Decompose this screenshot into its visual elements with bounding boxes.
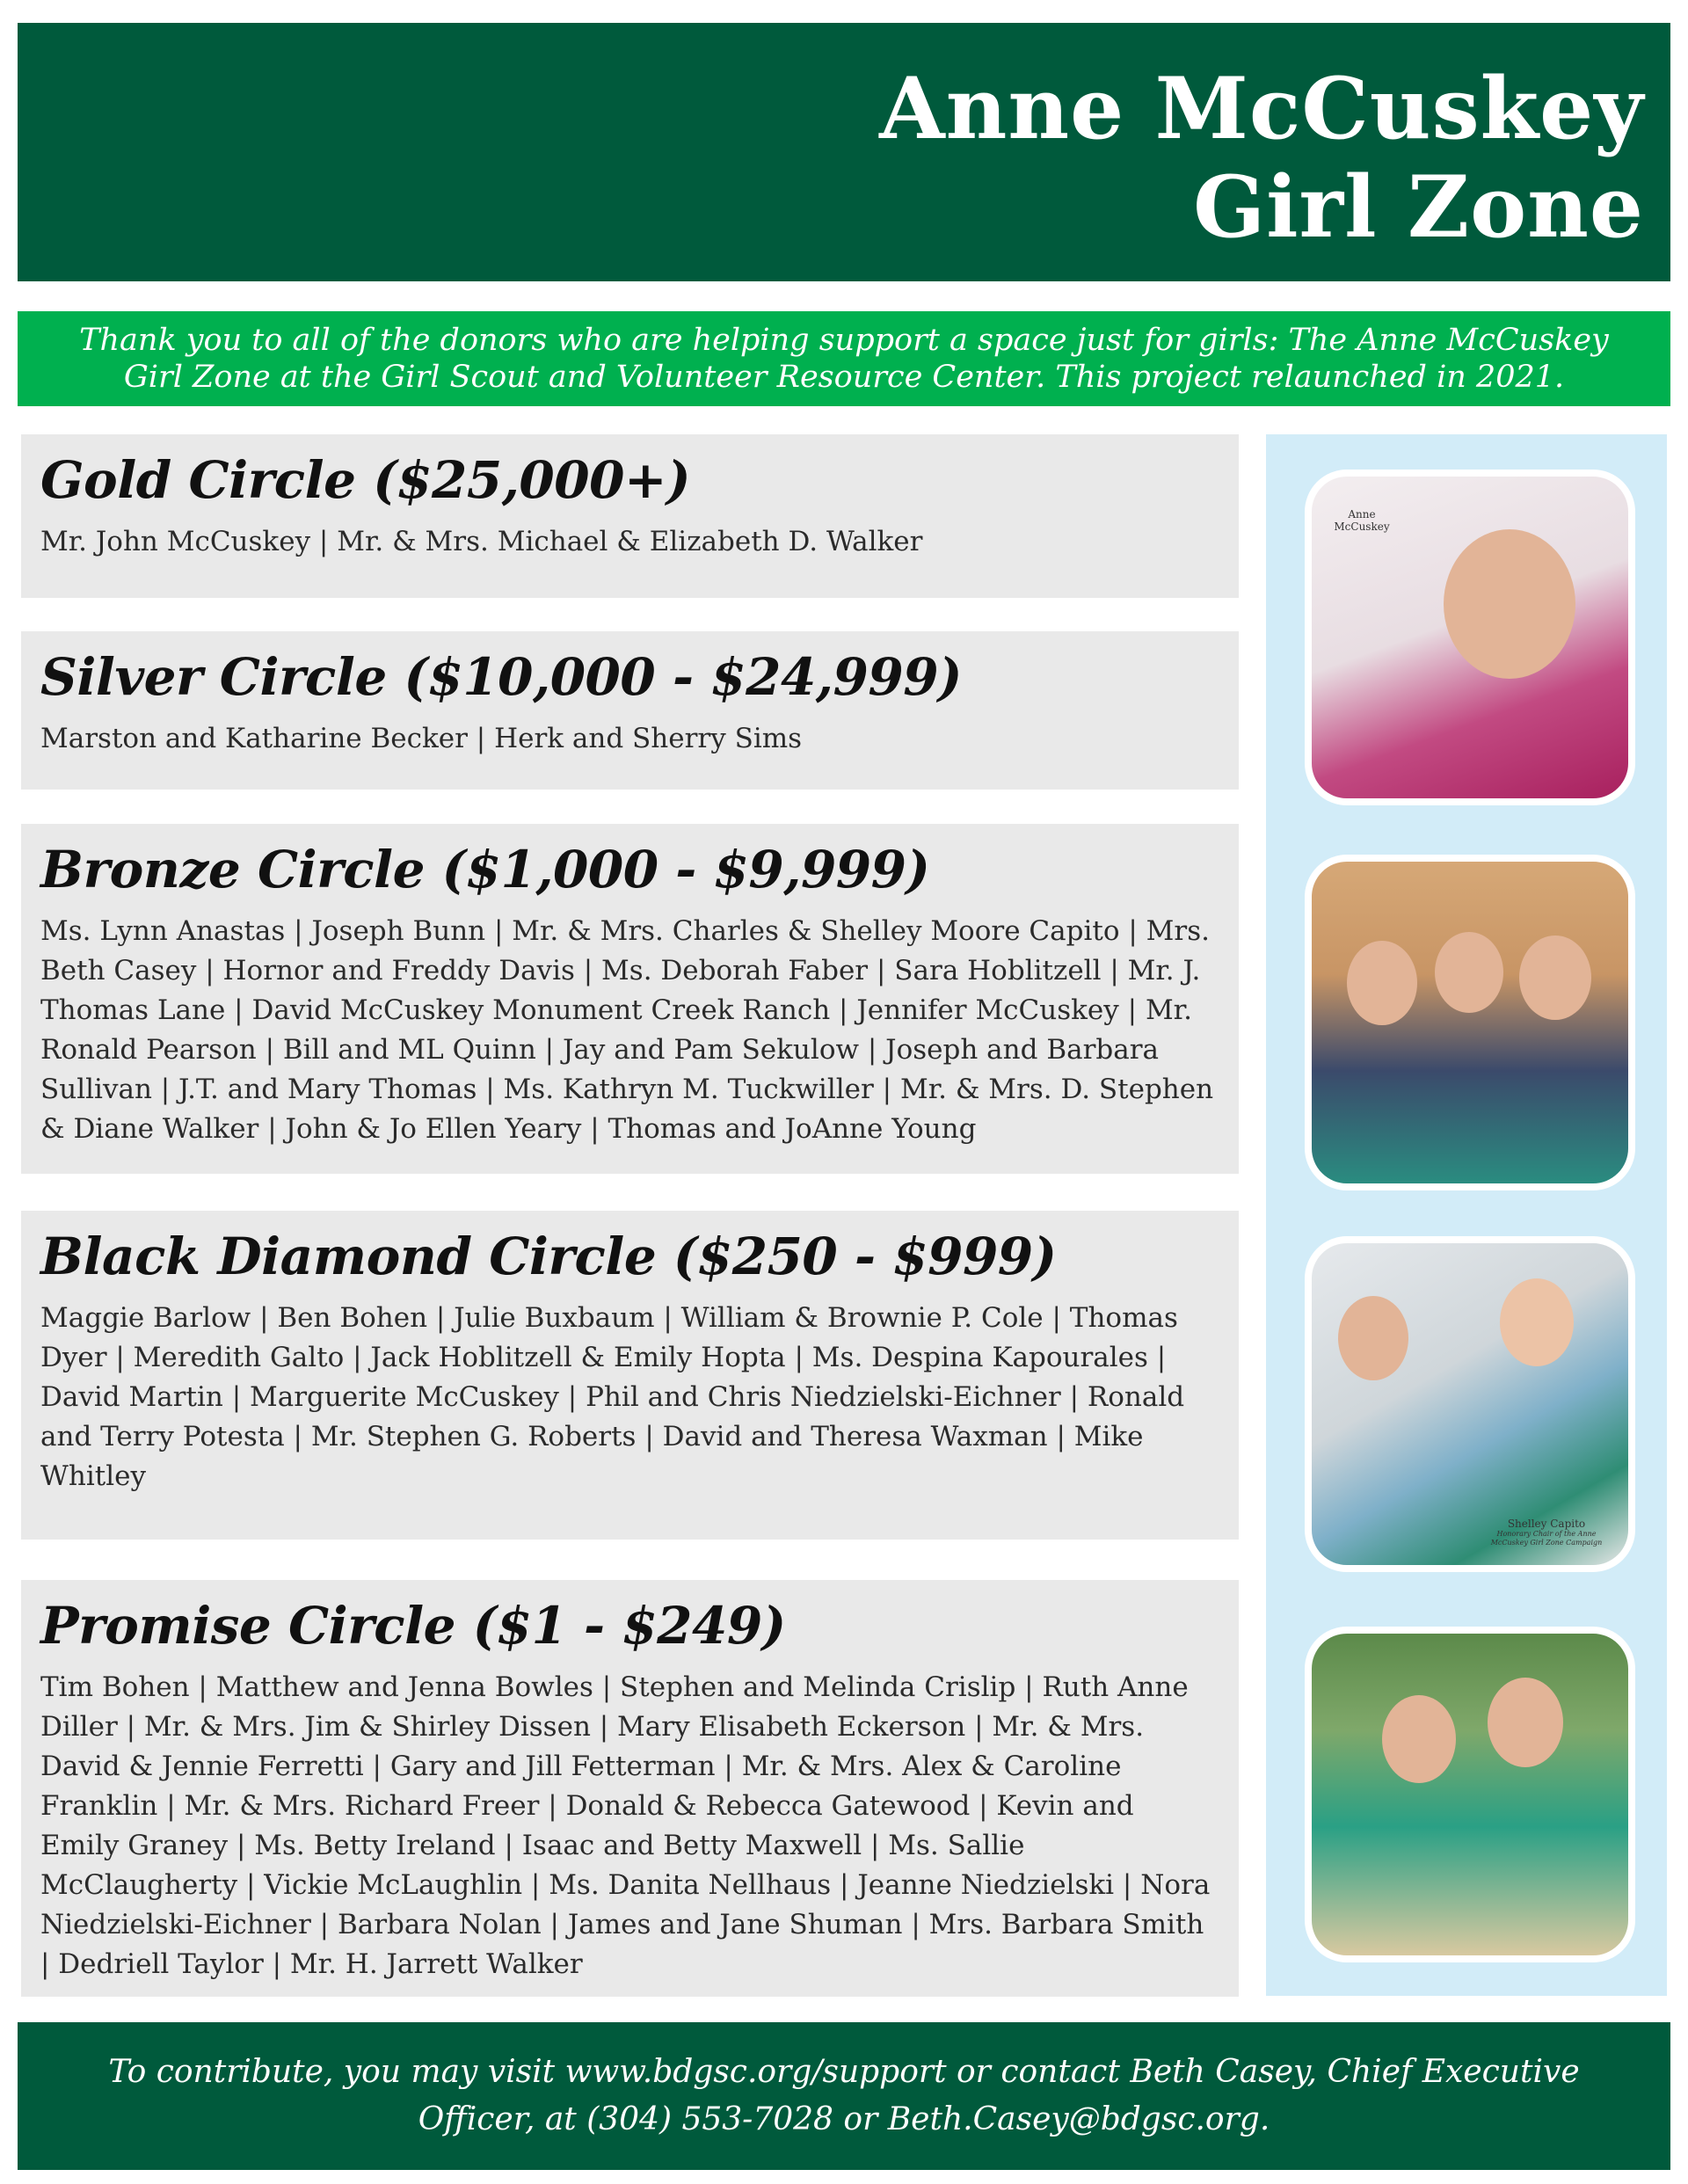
scout-face-right [1488,1678,1563,1767]
gold-circle-section [21,434,1239,598]
two-scouts-photo [1305,1627,1635,1962]
gold-circle-title: Gold Circle ($25,000+) [40,450,691,510]
gold-circle-donors: Mr. John McCuskey | Mr. & Mrs. Michael & Elizabeth D. Walker [40,526,923,557]
silver-circle-donors: Marston and Katharine Becker | Herk and Sherry Sims [40,723,803,754]
footer-banner [18,2022,1670,2170]
photo3-caption [1489,1518,1604,1547]
page-title [879,60,1644,257]
silver-circle-section [21,631,1239,790]
black-diamond-circle-title: Black Diamond Circle ($250 - $999) [40,1227,1057,1286]
promise-circle-donors: Tim Bohen | Matthew and Jenna Bowles | Stephen and Melinda Crislip | Ruth Anne Diller | Mr. & Mrs. Jim & Shirley Dissen | Mary Elisabeth Eckerson | Mr. & Mrs. David & Jennie Ferretti | Gary and Jill Fetterman | Mr. & Mrs. Alex & Caroline Franklin | Mr. & Mrs. Richard Freer | Donald & Rebecca Gatewood | Kevin and Emily Graney | Ms. Betty Ireland | Isaac and Betty Maxwell | Ms. Sallie McClaugherty | Vickie McLaughlin | Ms. Danita Nellhaus | Jeanne Niedzielski | Nora Niedzielski-Eichner | Barbara Nolan | James and Jane Shuman | Mrs. Barbara Smith | Dedriell Taylor | Mr. H. Jarrett Walker [40,1671,1211,1980]
photo-column [1266,434,1667,1996]
promise-circle-title: Promise Circle ($1 - $249) [40,1596,786,1656]
scout-face [1338,1296,1408,1380]
bronze-circle-donors: Ms. Lynn Anastas | Joseph Bunn | Mr. & Mrs. Charles & Shelley Moore Capito | Mrs. Beth Casey | Hornor and Freddy Davis | Ms. Deborah Faber | Sara Hoblitzell | Mr. J. Thomas Lane | David McCuskey Monument Creek Ranch | Jennifer McCuskey | Mr. Ronald Pearson | Bill and ML Quinn | Jay and Pam Sekulow | Joseph and Barbara Sullivan | J.T. and Mary Thomas | Ms. Kathryn M. Tuckwiller | Mr. & Mrs. D. Stephen & Diane Walker | John & Jo Ellen Yeary | Thomas and JoAnne Young [40,915,1214,1145]
bronze-circle-title: Bronze Circle ($1,000 - $9,999) [40,840,930,899]
shelley-capito-photo [1305,1236,1635,1572]
capito-face [1500,1278,1574,1366]
header-banner [18,23,1670,281]
scout-face-left [1382,1695,1456,1783]
black-diamond-circle-donors: Maggie Barlow | Ben Bohen | Julie Buxbaum | William & Brownie P. Cole | Thomas Dyer | Meredith Galto | Jack Hoblitzell & Emily Hopta | Ms. Despina Kapourales | David Martin | Marguerite McCuskey | Phil and Chris Niedzielski-Eichner | Ronald and Terry Potesta | Mr. Stephen G. Roberts | David and Theresa Waxman | Mike Whitley [40,1302,1185,1492]
photo3-caption-name: Shelley Capito [1507,1518,1586,1530]
photo3-caption-role: Honorary Chair of the Anne McCuskey Girl Zone Campaign [1490,1530,1603,1547]
intro-text: Thank you to all of the donors who are helping support a space just for girls: The Anne McCuskey Girl Zone at the Girl Scout and Volunteer Resource Center. This project relaunched in 2021. [79,323,1609,395]
anne-mccuskey-photo [1305,470,1635,805]
black-diamond-circle-section [21,1211,1239,1540]
photo1-caption: Anne McCuskey [1334,508,1390,533]
bronze-circle-section [21,824,1239,1174]
title-line-2: Girl Zone [1193,157,1644,257]
intro-banner [18,311,1670,406]
girl-face-right [1519,935,1591,1020]
girl-face-center [1435,932,1503,1013]
three-girls-photo [1305,855,1635,1190]
footer-text: To contribute, you may visit www.bdgsc.org/support or contact Beth Casey, Chief Executive Officer, at (304) 553-7028 or Beth.Casey@bdgsc.org. [108,2054,1580,2137]
promise-circle-section [21,1580,1239,1997]
silver-circle-title: Silver Circle ($10,000 - $24,999) [40,647,963,707]
girl-face-left [1347,941,1417,1025]
title-line-1: Anne McCuskey [879,59,1644,158]
portrait-face [1444,529,1575,679]
